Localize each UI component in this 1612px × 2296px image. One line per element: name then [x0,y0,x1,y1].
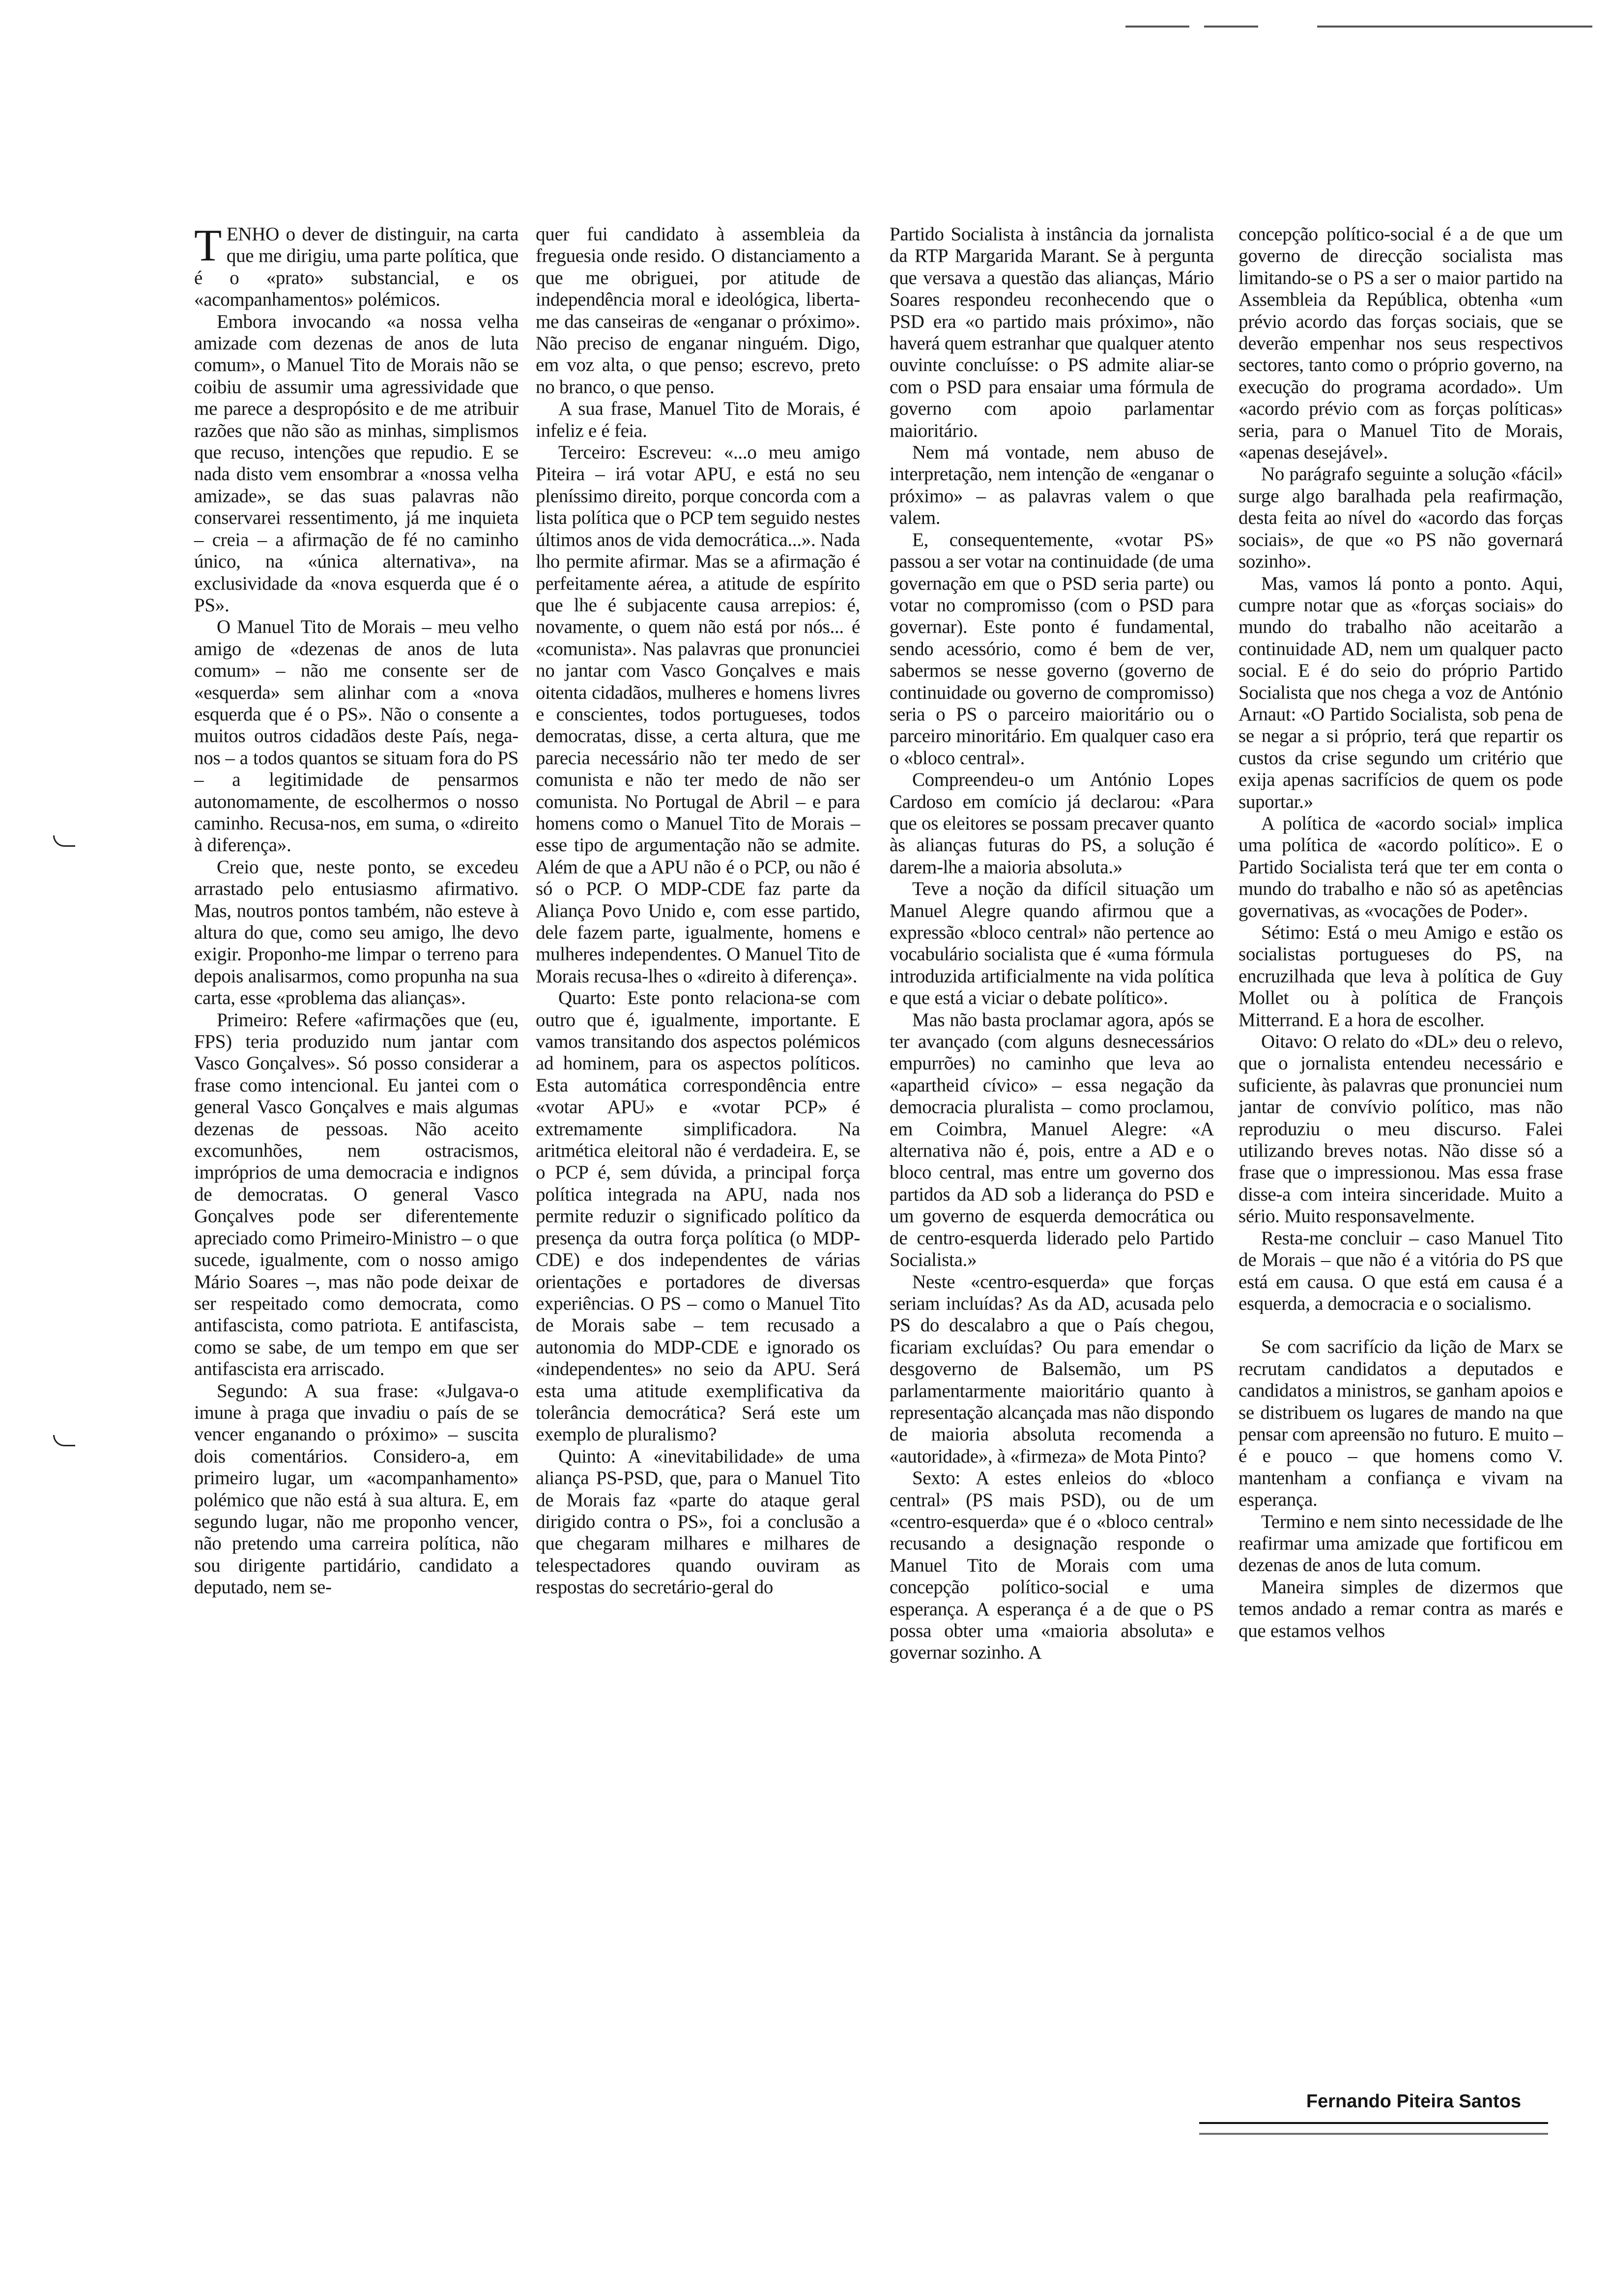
paragraph: Creio que, neste ponto, se excedeu arrastado pelo entusiasmo afirmativo. Mas, noutros pontos também, não esteve à altura do que, como seu amigo, lhe devo exigir. Proponho-me limpar o terreno para depois analisarmos, como propunha na sua carta, esse «problema das alianças». [194,856,518,1009]
author-signature: Fernando Piteira Santos [1306,2091,1521,2112]
drop-cap: T [194,220,222,270]
paragraph: Segundo: A sua frase: «Julgava-o imune à praga que invadiu o país de se vencer enganando o próximo» – suscita dois comentários. Considero-a, em primeiro lugar, um «acompanhamento» polémico que não está à sua altura. E, em segundo lugar, não me proponho vencer, não pretendo uma carreira política, não sou dirigente partidário, candidato a deputado, nem se- [194,1380,518,1598]
paragraph: concepção político-social é a de que um governo de direcção socialista mas limitando-se o PS a ser o maior partido na Assembleia da República, obtenha «um prévio acordo das forças sociais, que se deverão empenhar nos seus respectivos sectores, tanto como o próprio governo, na execução do programa acordado». Um «acordo prévio com as forças políticas» seria, para o Manuel Tito de Morais, «apenas desejável». [1238,224,1563,463]
paragraph: No parágrafo seguinte a solução «fácil» surge algo baralhada pela reafirmação, desta feita ao nível do «acordo das forças sociais», de que «o PS não governará sozinho». [1238,463,1563,573]
paragraph: A sua frase, Manuel Tito de Morais, é infeliz e é feia. [536,398,860,441]
paragraph: A política de «acordo social» implica uma política de «acordo político». E o Partido Socialista terá que ter em conta o mundo do trabalho e não só as apetências governativas, as «vocações de Poder». [1238,812,1563,921]
binder-mark [53,1435,75,1446]
paragraph: E, consequentemente, «votar PS» passou a ser votar na continuidade (de uma governação em que o PSD seria parte) ou votar no compromisso (com o PSD para governar). Este ponto é fundamental, sendo acessório, como é bem de ver, sabermos se nesse governo (governo de continuidade ou governo de compromisso) seria o PS o parceiro maioritário ou o parceiro minoritário. Em qualquer caso era o «bloco central». [890,529,1214,769]
paragraph: Terceiro: Escreveu: «...o meu amigo Piteira – irá votar APU, e está no seu pleníssimo direito, porque concorda com a lista política que o PCP tem seguido nestes últimos anos de vida democrática...». Nada lho permite afirmar. Mas se a afirmação é perfeitamente aérea, a atitude de espírito que lhe é subjacente causa arrepios: é, novamente, o quem não está por nós... é «comunista». Nas palavras que pronunciei no jantar com Vasco Gonçalves e mais oitenta cidadãos, mulheres e homens livres e conscientes, todos portugueses, todos democratas, disse, a certa altura, que me parecia necessário não ter medo de ser comunista e não ter medo de não ser comunista. No Portugal de Abril – e para homens como o Manuel Tito de Morais – esse tipo de argumentação não se admite. Além de que a APU não é o PCP, ou não é só o PCP. O MDP-CDE faz parte da Aliança Povo Unido e, com esse partido, dele fazem parte, igualmente, homens e mulheres independentes. O Manuel Tito de Morais recusa-lhes o «direito à diferença». [536,442,860,987]
paragraph: Oitavo: O relato do «DL» deu o relevo, que o jornalista entendeu necessário e suficiente, às palavras que pronunciei num jantar de convívio político, mas não reproduziu o meu discurso. Falei utilizando breves notas. Não disse só a frase que o impressionou. Mas essa frase disse-a com inteira sinceridade. Muito a sério. Muito responsavelmente. [1238,1031,1563,1227]
paragraph: Termino e nem sinto necessidade de lhe reafirmar uma amizade que fortificou em dezenas de anos de luta comum. [1238,1511,1563,1576]
top-rule [1204,26,1258,28]
paragraph: Quarto: Este ponto relaciona-se com outro que é, igualmente, importante. E vamos transitando dos aspectos polémicos ad hominem, para os aspectos políticos. Esta automática correspondência entre «votar APU» e «votar PCP» é extremamente simplificadora. Na aritmética eleitoral não é verdadeira. E, se o PCP é, sem dúvida, a principal força política integrada na APU, nada nos permite reduzir o significado político da presença da outra força política (o MDP-CDE) e dos independentes de várias orientações e portadores de diversas experiências. O PS – como o Manuel Tito de Morais sabe – tem recusado a autonomia do MDP-CDE e ignorado os «independentes» no seio da APU. Será esta uma atitude exemplificativa da tolerância democrática? Será este um exemplo de pluralismo? [536,987,860,1445]
paragraph: Maneira simples de dizermos que temos andado a remar contra as marés e que estamos velhos [1238,1576,1563,1641]
paragraph: Nem má vontade, nem abuso de interpretação, nem intenção de «enganar o próximo» – as palavras valem o que valem. [890,442,1214,529]
binder-mark [53,835,75,847]
paragraph: TENHO o dever de distinguir, na carta que me dirigiu, uma parte política, que é o «prato» substancial, e os «acompanhamentos» polémicos. [194,220,518,311]
paragraph: Sexto: A estes enleios do «bloco central» (PS mais PSD), ou de um «centro-esquerda» que é o «bloco central» recusando a designação responde o Manuel Tito de Morais com uma concepção político-social e uma esperança. A esperança é a de que o PS possa obter uma «maioria absoluta» e governar sozinho. A [890,1467,1214,1664]
paragraph: Neste «centro-esquerda» que forças seriam incluídas? As da AD, acusada pelo PS do descalabro a que o País chegou, ficariam excluídas? Ou para emendar o desgoverno de Balsemão, um PS parlamentarmente maioritário quanto à representação alcançada mas não dispondo de maioria absoluta recomenda a «autoridade», à «firmeza» de Mota Pinto? [890,1271,1214,1467]
bottom-rule [1199,2122,1548,2124]
paragraph: O Manuel Tito de Morais – meu velho amigo de «dezenas de anos de luta comum» – não me consente ser de «esquerda» sem alinhar com a «nova esquerda que é o PS». Não o consente a muitos outros cidadãos deste País, nega-nos – a todos quantos se situam fora do PS – a legitimidade de pensarmos autonomamente, de escolhermos o nosso caminho. Recusa-nos, em suma, o «direito à diferença». [194,616,518,856]
top-rule [1125,26,1189,28]
paragraph: Partido Socialista à instância da jornalista da RTP Margarida Marant. Se à pergunta que versava a questão das alianças, Mário Soares respondeu reconhecendo que o PSD era «o partido mais próximo», não haverá quem estranhar que qualquer atento ouvinte concluísse: o PS admite aliar-se com o PSD para ensaiar uma fórmula de governo com apoio parlamentar maioritário. [890,224,1214,441]
paragraph: Embora invocando «a nossa velha amizade com dezenas de anos de luta comum», o Manuel Tito de Morais não se coibiu de assumir uma agressividade que me parece a despropósito e de me atribuir razões que não são as minhas, simplismos que recuso, intenções que repudio. E se nada disto vem ensombrar a «nossa velha amizade», se das suas palavras não conservarei ressentimento, já me inquieta – creia – a afirmação de fé no caminho único, na «única alternativa», na exclusividade da «nova esquerda que é o PS». [194,311,518,616]
article-column-3 [890,224,1214,1664]
top-rule [1317,26,1592,28]
paragraph: Sétimo: Está o meu Amigo e estão os socialistas portugueses do PS, na encruzilhada que leva à política de Guy Mollet ou à política de François Mitterrand. E a hora de escolher. [1238,922,1563,1031]
article-column-4 [1238,224,1563,1642]
paragraph: quer fui candidato à assembleia da freguesia onde resido. O distanciamento a que me obriguei, por atitude de independência moral e ideológica, liberta-me das canseiras de «enganar o próximo». Não preciso de enganar ninguém. Digo, em voz alta, o que penso; escrevo, preto no branco, o que penso. [536,224,860,398]
paragraph: Primeiro: Refere «afirmações que (eu, FPS) teria produzido num jantar com Vasco Gonçalves». Só posso considerar a frase como intencional. Eu jantei com o general Vasco Gonçalves e mais algumas dezenas de pessoas. Não aceito excomunhões, nem ostracismos, impróprios de uma democracia e indignos de democratas. O general Vasco Gonçalves pode ser diferentemente apreciado como Primeiro-Ministro – o que sucede, igualmente, com o nosso amigo Mário Soares –, mas não pode deixar de ser respeitado como democrata, como antifascista, como patriota. E antifascista, como se sabe, de um tempo em que ser antifascista era arriscado. [194,1009,518,1380]
paragraph: Mas, vamos lá ponto a ponto. Aqui, cumpre notar que as «forças sociais» do mundo do trabalho não aceitarão a continuidade AD, nem um qualquer pacto social. E é do seio do próprio Partido Socialista que nos chega a voz de António Arnaut: «O Partido Socialista, sob pena de se negar a si próprio, terá que repartir os custos da crise segundo um critério que exija apenas sacrifícios de quem os pode suportar.» [1238,573,1563,812]
paragraph: Mas não basta proclamar agora, após se ter avançado (com alguns desnecessários empurrões) no caminho que leva ao «apartheid cívico» – essa negação da democracia pluralista – como proclamou, em Coimbra, Manuel Alegre: «A alternativa não é, pois, entre a AD e o bloco central, mas entre um governo dos partidos da AD sob a liderança do PSD e um governo de esquerda democrática ou de centro-esquerda liderado pelo Partido Socialista.» [890,1009,1214,1271]
article-column-1 [194,220,518,1599]
bottom-rule [1199,2133,1548,2135]
paragraph: Compreendeu-o um António Lopes Cardoso em comício já declarou: «Para que os eleitores se possam precaver quanto às alianças futuras do PS, a solução é darem-lhe a maioria absoluta.» [890,769,1214,878]
paragraph: Se com sacrifício da lição de Marx se recrutam candidatos a deputados e candidatos a ministros, se ganham apoios e se distribuem os lugares de mando na que pensar com apreensão no futuro. E muito – é e pouco – que homens como V. mantenham a confiança e vivam na esperança. [1238,1336,1563,1511]
paragraph: Teve a noção da difícil situação um Manuel Alegre quando afirmou que a expressão «bloco central» não pertence ao vocabulário socialista que é «uma fórmula introduzida artificialmente na vida política e que está a viciar o debate político». [890,878,1214,1009]
paragraph: Resta-me concluir – caso Manuel Tito de Morais – que não é a vitória do PS que está em causa. O que está em causa é a esquerda, a democracia e o socialismo. [1238,1227,1563,1314]
paragraph: Quinto: A «inevitabilidade» de uma aliança PS-PSD, que, para o Manuel Tito de Morais faz «parte do ataque geral dirigido contra o PS», foi a conclusão a que chegaram milhares e milhares de telespectadores quando ouviram as respostas do secretário-geral do [536,1445,860,1598]
article-column-2 [536,224,860,1599]
